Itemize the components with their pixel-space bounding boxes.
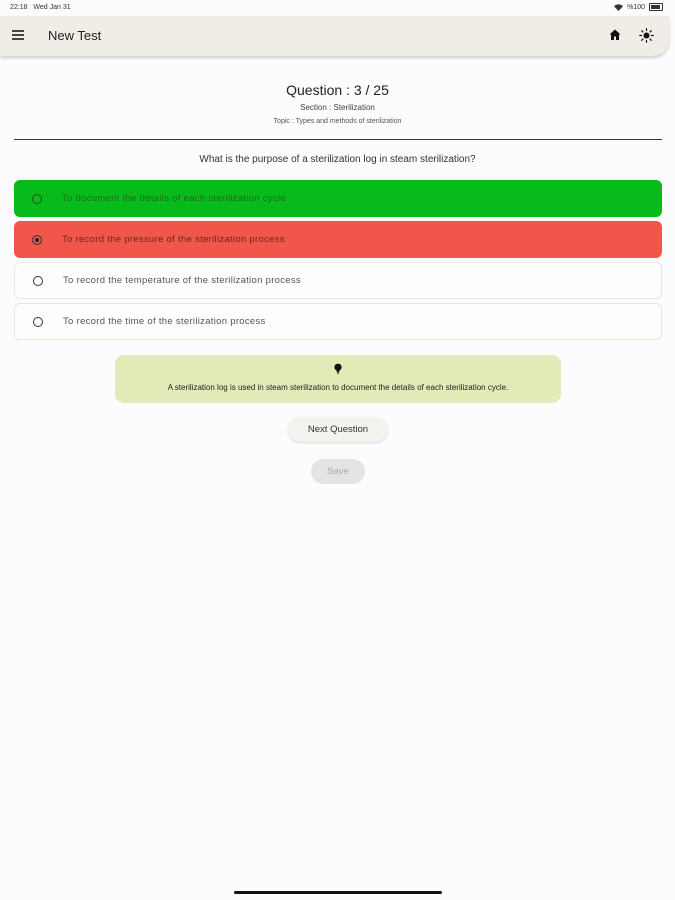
lightbulb-icon <box>333 363 343 375</box>
answer-option-label: To record the temperature of the sterilization process <box>63 275 301 286</box>
question-number: Question : 3 / 25 <box>286 82 389 98</box>
status-time-date: 22:18 Wed Jan 31 <box>10 4 71 11</box>
battery-percent: %100 <box>627 3 645 11</box>
home-icon[interactable] <box>608 28 622 42</box>
next-question-button[interactable]: Next Question <box>288 417 388 442</box>
radio-button[interactable] <box>33 276 43 286</box>
home-indicator[interactable] <box>234 891 442 894</box>
divider <box>14 139 662 140</box>
radio-button-checked[interactable] <box>32 235 42 245</box>
status-bar <box>0 0 675 16</box>
answer-option-correct[interactable] <box>14 180 662 217</box>
save-button[interactable]: Save <box>311 459 365 484</box>
app-bar <box>0 16 669 56</box>
radio-button[interactable] <box>32 194 42 204</box>
question-topic: Topic : Types and methods of sterilization <box>273 118 402 125</box>
radio-button[interactable] <box>33 317 43 327</box>
wifi-icon <box>614 4 623 11</box>
question-section: Section : Sterilization <box>300 103 375 112</box>
question-text: What is the purpose of a sterilization log in steam sterilization? <box>199 154 476 165</box>
answer-option-label: To record the time of the sterilization process <box>63 316 266 327</box>
explanation-text: A sterilization log is used in steam sterilization to document the details of each sterilization cycle. <box>167 383 509 392</box>
answer-option-label: To record the pressure of the sterilization process <box>62 234 285 245</box>
answer-option[interactable] <box>14 303 662 340</box>
battery-icon <box>649 3 663 11</box>
hamburger-menu-icon[interactable] <box>12 30 24 40</box>
question-header <box>0 82 675 125</box>
answer-option[interactable] <box>14 262 662 299</box>
answer-option-label: To document the details of each sterilization cycle <box>62 193 286 204</box>
explanation-box <box>115 355 561 403</box>
status-indicators <box>614 3 663 11</box>
sun-icon[interactable] <box>639 28 654 43</box>
answer-option-selected-wrong[interactable] <box>14 221 662 258</box>
app-title: New Test <box>48 28 102 43</box>
